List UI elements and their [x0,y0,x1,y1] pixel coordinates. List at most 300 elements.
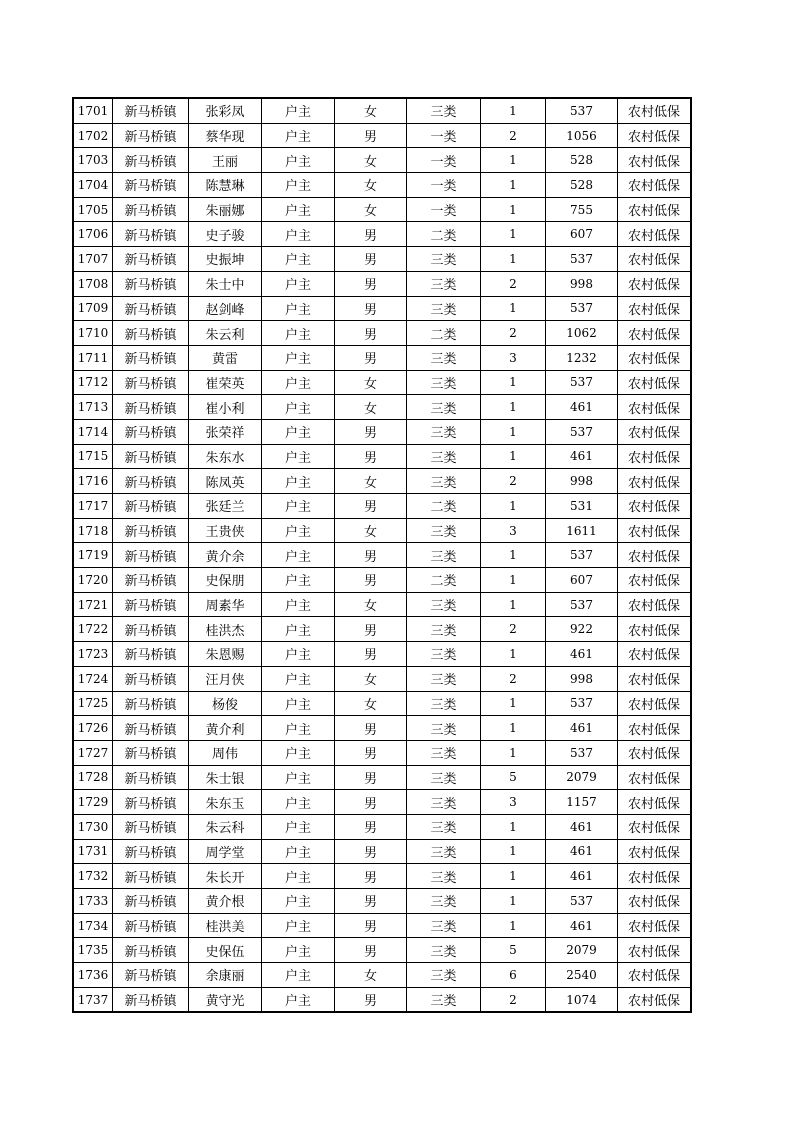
category-cell: 三类 [407,666,481,691]
household-size-cell: 1 [481,592,546,617]
row-number-cell: 1726 [73,716,113,741]
table-row [73,395,691,420]
household-size-cell: 2 [481,271,546,296]
table-row [73,740,691,765]
name-cell: 朱士中 [189,271,262,296]
gender-cell: 男 [335,987,407,1012]
gender-cell: 女 [335,148,407,173]
assistance-type-cell: 农村低保 [618,864,692,889]
household-size-cell: 1 [481,419,546,444]
gender-cell: 女 [335,395,407,420]
row-number-cell: 1723 [73,642,113,667]
name-cell: 周学堂 [189,839,262,864]
row-number-cell: 1727 [73,740,113,765]
category-cell: 一类 [407,173,481,198]
relation-cell: 户主 [262,148,335,173]
category-cell: 三类 [407,814,481,839]
town-cell: 新马桥镇 [113,197,189,222]
row-number-cell: 1702 [73,123,113,148]
table-row [73,197,691,222]
household-size-cell: 2 [481,666,546,691]
category-cell: 三类 [407,444,481,469]
name-cell: 张廷兰 [189,494,262,519]
name-cell: 杨俊 [189,691,262,716]
town-cell: 新马桥镇 [113,494,189,519]
row-number-cell: 1712 [73,370,113,395]
table-body [73,98,691,1012]
gender-cell: 男 [335,419,407,444]
amount-cell: 537 [546,592,618,617]
town-cell: 新马桥镇 [113,370,189,395]
name-cell: 黄雷 [189,345,262,370]
name-cell: 朱恩赐 [189,642,262,667]
table-row [73,518,691,543]
row-number-cell: 1733 [73,889,113,914]
name-cell: 黄守光 [189,987,262,1012]
household-size-cell: 3 [481,518,546,543]
assistance-type-cell: 农村低保 [618,740,692,765]
name-cell: 朱云科 [189,814,262,839]
household-size-cell: 1 [481,370,546,395]
name-cell: 崔荣英 [189,370,262,395]
town-cell: 新马桥镇 [113,444,189,469]
row-number-cell: 1717 [73,494,113,519]
category-cell: 三类 [407,790,481,815]
town-cell: 新马桥镇 [113,963,189,988]
category-cell: 三类 [407,839,481,864]
row-number-cell: 1704 [73,173,113,198]
gender-cell: 女 [335,518,407,543]
row-number-cell: 1706 [73,222,113,247]
assistance-type-cell: 农村低保 [618,790,692,815]
relation-cell: 户主 [262,370,335,395]
row-number-cell: 1703 [73,148,113,173]
town-cell: 新马桥镇 [113,938,189,963]
assistance-type-cell: 农村低保 [618,987,692,1012]
household-size-cell: 1 [481,814,546,839]
relation-cell: 户主 [262,123,335,148]
table-row [73,592,691,617]
amount-cell: 461 [546,716,618,741]
amount-cell: 537 [546,543,618,568]
name-cell: 蔡华现 [189,123,262,148]
assistance-type-cell: 农村低保 [618,913,692,938]
name-cell: 赵剑峰 [189,296,262,321]
amount-cell: 1056 [546,123,618,148]
name-cell: 周素华 [189,592,262,617]
amount-cell: 537 [546,296,618,321]
town-cell: 新马桥镇 [113,321,189,346]
town-cell: 新马桥镇 [113,222,189,247]
household-size-cell: 1 [481,296,546,321]
relation-cell: 户主 [262,271,335,296]
row-number-cell: 1734 [73,913,113,938]
relation-cell: 户主 [262,494,335,519]
amount-cell: 461 [546,642,618,667]
household-size-cell: 2 [481,123,546,148]
assistance-type-cell: 农村低保 [618,197,692,222]
household-size-cell: 5 [481,765,546,790]
relation-cell: 户主 [262,740,335,765]
household-size-cell: 1 [481,197,546,222]
row-number-cell: 1707 [73,247,113,272]
town-cell: 新马桥镇 [113,173,189,198]
relation-cell: 户主 [262,666,335,691]
town-cell: 新马桥镇 [113,271,189,296]
table-row [73,444,691,469]
household-size-cell: 1 [481,444,546,469]
relation-cell: 户主 [262,98,335,123]
amount-cell: 461 [546,864,618,889]
household-size-cell: 1 [481,148,546,173]
town-cell: 新马桥镇 [113,913,189,938]
assistance-type-cell: 农村低保 [618,592,692,617]
relation-cell: 户主 [262,839,335,864]
gender-cell: 男 [335,790,407,815]
row-number-cell: 1716 [73,469,113,494]
name-cell: 黄介根 [189,889,262,914]
row-number-cell: 1710 [73,321,113,346]
assistance-type-cell: 农村低保 [618,839,692,864]
category-cell: 三类 [407,395,481,420]
town-cell: 新马桥镇 [113,987,189,1012]
amount-cell: 607 [546,222,618,247]
gender-cell: 男 [335,321,407,346]
gender-cell: 男 [335,222,407,247]
town-cell: 新马桥镇 [113,148,189,173]
table-row [73,247,691,272]
town-cell: 新马桥镇 [113,814,189,839]
amount-cell: 528 [546,173,618,198]
gender-cell: 男 [335,271,407,296]
assistance-type-cell: 农村低保 [618,963,692,988]
row-number-cell: 1725 [73,691,113,716]
name-cell: 张彩凤 [189,98,262,123]
table-row [73,864,691,889]
row-number-cell: 1705 [73,197,113,222]
name-cell: 朱东玉 [189,790,262,815]
category-cell: 三类 [407,296,481,321]
assistance-type-cell: 农村低保 [618,419,692,444]
household-size-cell: 3 [481,345,546,370]
table-row [73,494,691,519]
name-cell: 史保朋 [189,568,262,593]
name-cell: 朱云利 [189,321,262,346]
category-cell: 三类 [407,740,481,765]
assistance-type-cell: 农村低保 [618,765,692,790]
table-row [73,345,691,370]
gender-cell: 男 [335,617,407,642]
amount-cell: 537 [546,889,618,914]
row-number-cell: 1708 [73,271,113,296]
assistance-type-cell: 农村低保 [618,148,692,173]
household-size-cell: 1 [481,839,546,864]
category-cell: 二类 [407,568,481,593]
amount-cell: 1074 [546,987,618,1012]
name-cell: 朱长开 [189,864,262,889]
relation-cell: 户主 [262,197,335,222]
amount-cell: 528 [546,148,618,173]
relation-cell: 户主 [262,617,335,642]
category-cell: 三类 [407,469,481,494]
household-size-cell: 5 [481,938,546,963]
relation-cell: 户主 [262,765,335,790]
name-cell: 汪月侠 [189,666,262,691]
amount-cell: 755 [546,197,618,222]
assistance-type-cell: 农村低保 [618,173,692,198]
assistance-type-cell: 农村低保 [618,123,692,148]
household-size-cell: 1 [481,740,546,765]
assistance-type-cell: 农村低保 [618,543,692,568]
household-size-cell: 1 [481,642,546,667]
relation-cell: 户主 [262,716,335,741]
gender-cell: 女 [335,197,407,222]
category-cell: 三类 [407,419,481,444]
name-cell: 周伟 [189,740,262,765]
household-size-cell: 2 [481,469,546,494]
name-cell: 王丽 [189,148,262,173]
category-cell: 三类 [407,642,481,667]
assistance-type-cell: 农村低保 [618,518,692,543]
row-number-cell: 1720 [73,568,113,593]
assistance-type-cell: 农村低保 [618,568,692,593]
town-cell: 新马桥镇 [113,518,189,543]
amount-cell: 2079 [546,938,618,963]
town-cell: 新马桥镇 [113,543,189,568]
category-cell: 三类 [407,987,481,1012]
table-row [73,148,691,173]
category-cell: 三类 [407,247,481,272]
name-cell: 朱丽娜 [189,197,262,222]
row-number-cell: 1701 [73,98,113,123]
category-cell: 一类 [407,123,481,148]
household-size-cell: 2 [481,987,546,1012]
row-number-cell: 1735 [73,938,113,963]
assistance-type-cell: 农村低保 [618,222,692,247]
table-row [73,543,691,568]
relation-cell: 户主 [262,938,335,963]
row-number-cell: 1730 [73,814,113,839]
row-number-cell: 1722 [73,617,113,642]
amount-cell: 2079 [546,765,618,790]
household-size-cell: 3 [481,790,546,815]
table-row [73,716,691,741]
household-size-cell: 1 [481,691,546,716]
category-cell: 三类 [407,271,481,296]
name-cell: 崔小利 [189,395,262,420]
table-row [73,814,691,839]
gender-cell: 男 [335,716,407,741]
household-size-cell: 1 [481,494,546,519]
amount-cell: 1062 [546,321,618,346]
category-cell: 三类 [407,963,481,988]
row-number-cell: 1729 [73,790,113,815]
relation-cell: 户主 [262,963,335,988]
row-number-cell: 1709 [73,296,113,321]
relation-cell: 户主 [262,419,335,444]
gender-cell: 男 [335,494,407,519]
table-row [73,938,691,963]
town-cell: 新马桥镇 [113,716,189,741]
household-size-cell: 2 [481,321,546,346]
amount-cell: 537 [546,691,618,716]
category-cell: 一类 [407,197,481,222]
town-cell: 新马桥镇 [113,666,189,691]
gender-cell: 女 [335,98,407,123]
relation-cell: 户主 [262,790,335,815]
town-cell: 新马桥镇 [113,790,189,815]
table-row [73,642,691,667]
household-size-cell: 1 [481,913,546,938]
household-size-cell: 1 [481,864,546,889]
row-number-cell: 1731 [73,839,113,864]
amount-cell: 1157 [546,790,618,815]
assistance-type-cell: 农村低保 [618,98,692,123]
category-cell: 三类 [407,864,481,889]
assistance-type-cell: 农村低保 [618,814,692,839]
table-row [73,963,691,988]
name-cell: 史保伍 [189,938,262,963]
category-cell: 三类 [407,592,481,617]
relation-cell: 户主 [262,173,335,198]
town-cell: 新马桥镇 [113,395,189,420]
name-cell: 张荣祥 [189,419,262,444]
relation-cell: 户主 [262,864,335,889]
relation-cell: 户主 [262,568,335,593]
amount-cell: 607 [546,568,618,593]
assistance-type-cell: 农村低保 [618,271,692,296]
relation-cell: 户主 [262,469,335,494]
category-cell: 三类 [407,543,481,568]
assistance-type-cell: 农村低保 [618,716,692,741]
relation-cell: 户主 [262,814,335,839]
table-row [73,370,691,395]
gender-cell: 女 [335,963,407,988]
gender-cell: 男 [335,568,407,593]
name-cell: 史子骏 [189,222,262,247]
table-row [73,98,691,123]
gender-cell: 男 [335,296,407,321]
relation-cell: 户主 [262,444,335,469]
gender-cell: 男 [335,345,407,370]
relation-cell: 户主 [262,345,335,370]
assistance-type-cell: 农村低保 [618,938,692,963]
amount-cell: 922 [546,617,618,642]
category-cell: 三类 [407,716,481,741]
town-cell: 新马桥镇 [113,642,189,667]
relation-cell: 户主 [262,691,335,716]
assistance-type-cell: 农村低保 [618,642,692,667]
row-number-cell: 1736 [73,963,113,988]
name-cell: 陈慧琳 [189,173,262,198]
household-size-cell: 1 [481,568,546,593]
row-number-cell: 1719 [73,543,113,568]
category-cell: 二类 [407,494,481,519]
category-cell: 三类 [407,345,481,370]
household-size-cell: 1 [481,173,546,198]
assistance-type-cell: 农村低保 [618,321,692,346]
table-row [73,987,691,1012]
name-cell: 黄介余 [189,543,262,568]
town-cell: 新马桥镇 [113,296,189,321]
gender-cell: 男 [335,864,407,889]
table-row [73,296,691,321]
gender-cell: 男 [335,247,407,272]
household-size-cell: 1 [481,222,546,247]
amount-cell: 461 [546,444,618,469]
assistance-type-cell: 农村低保 [618,395,692,420]
row-number-cell: 1713 [73,395,113,420]
assistance-type-cell: 农村低保 [618,345,692,370]
gender-cell: 女 [335,370,407,395]
gender-cell: 女 [335,173,407,198]
assistance-type-cell: 农村低保 [618,617,692,642]
gender-cell: 女 [335,666,407,691]
amount-cell: 461 [546,913,618,938]
household-size-cell: 1 [481,543,546,568]
category-cell: 三类 [407,938,481,963]
household-size-cell: 1 [481,98,546,123]
town-cell: 新马桥镇 [113,765,189,790]
name-cell: 余康丽 [189,963,262,988]
table-row [73,123,691,148]
town-cell: 新马桥镇 [113,864,189,889]
table-row [73,419,691,444]
relation-cell: 户主 [262,395,335,420]
name-cell: 桂洪美 [189,913,262,938]
assistance-type-cell: 农村低保 [618,444,692,469]
row-number-cell: 1737 [73,987,113,1012]
row-number-cell: 1732 [73,864,113,889]
name-cell: 王贵侠 [189,518,262,543]
table-row [73,691,691,716]
category-cell: 三类 [407,913,481,938]
category-cell: 二类 [407,321,481,346]
row-number-cell: 1728 [73,765,113,790]
relation-cell: 户主 [262,592,335,617]
gender-cell: 男 [335,938,407,963]
assistance-type-cell: 农村低保 [618,296,692,321]
category-cell: 三类 [407,889,481,914]
amount-cell: 1611 [546,518,618,543]
household-size-cell: 1 [481,889,546,914]
amount-cell: 537 [546,370,618,395]
table-row [73,469,691,494]
relation-cell: 户主 [262,987,335,1012]
assistance-type-cell: 农村低保 [618,469,692,494]
amount-cell: 537 [546,740,618,765]
category-cell: 二类 [407,222,481,247]
relation-cell: 户主 [262,889,335,914]
row-number-cell: 1715 [73,444,113,469]
name-cell: 朱东水 [189,444,262,469]
gender-cell: 男 [335,814,407,839]
table-row [73,222,691,247]
relation-cell: 户主 [262,518,335,543]
category-cell: 三类 [407,617,481,642]
data-table [72,97,692,1013]
assistance-type-cell: 农村低保 [618,370,692,395]
row-number-cell: 1724 [73,666,113,691]
town-cell: 新马桥镇 [113,98,189,123]
town-cell: 新马桥镇 [113,691,189,716]
relation-cell: 户主 [262,543,335,568]
household-size-cell: 1 [481,247,546,272]
town-cell: 新马桥镇 [113,345,189,370]
gender-cell: 男 [335,765,407,790]
household-size-cell: 2 [481,617,546,642]
gender-cell: 男 [335,839,407,864]
